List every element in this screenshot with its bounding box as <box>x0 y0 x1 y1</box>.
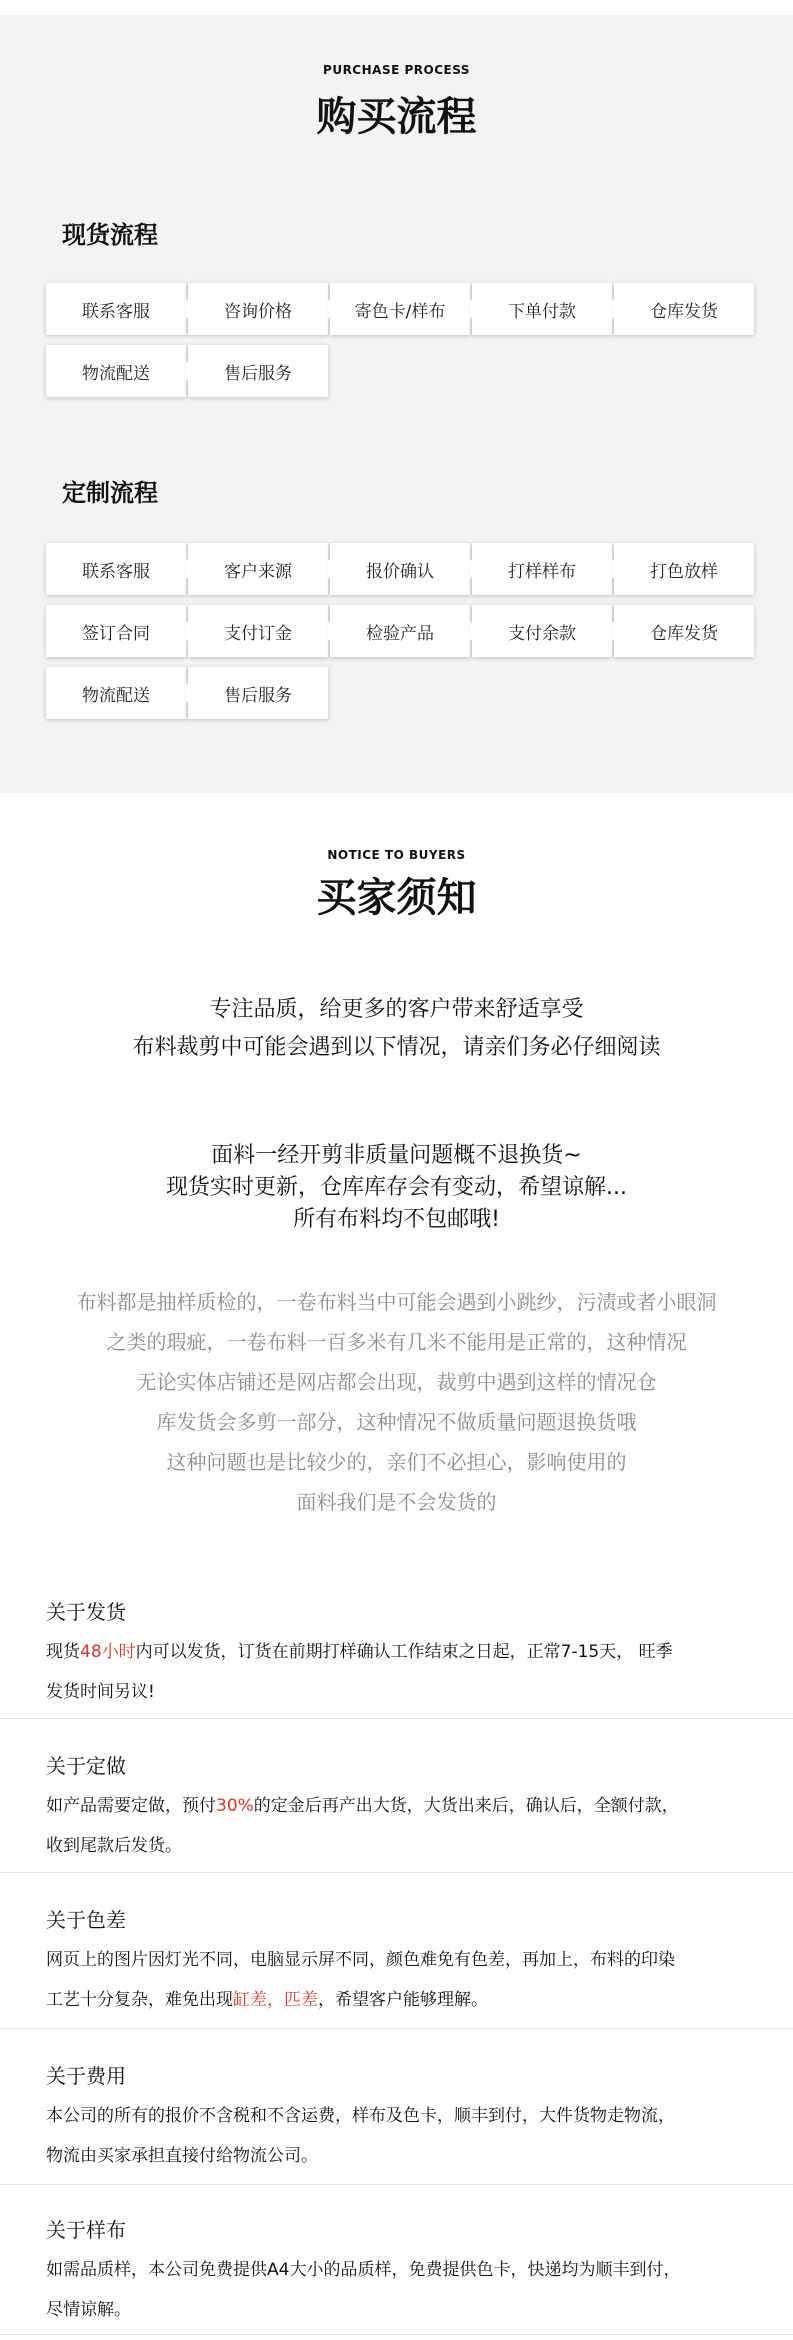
text-segment: 内可以发货，订货在前期打样确认工作结束之日起，正常7-15天， 旺季 <box>135 1642 673 1662</box>
step-label: 支付订金 <box>224 623 292 644</box>
notice-detail-line: 面料我们是不会发货的 <box>296 1490 497 1514</box>
faq-divider <box>0 2028 793 2029</box>
flow-step <box>46 605 186 657</box>
faq-title-color: 关于色差 <box>46 1908 126 1932</box>
faq-title-fees: 关于费用 <box>46 2064 126 2088</box>
step-label: 客户来源 <box>224 561 292 582</box>
step-label: 下单付款 <box>508 301 576 322</box>
notice-intro-line: 布料裁剪中可能会遇到以下情况，请亲们务必仔细阅读 <box>132 1035 661 1060</box>
flow-step <box>614 283 754 335</box>
chevron-right-icon <box>470 559 480 579</box>
step-label: 联系客服 <box>82 301 150 322</box>
notice-detail-line: 无论实体店铺还是网店都会出现，裁剪中遇到这样的情况仓 <box>136 1370 657 1394</box>
flow-step <box>188 283 328 335</box>
faq-body-line: 本公司的所有的报价不含税和不含运费，样布及色卡，顺丰到付，大件货物走物流， <box>46 2106 675 2126</box>
text-segment: ，希望客户能够理解。 <box>318 1990 488 2010</box>
step-label: 仓库发货 <box>650 301 718 322</box>
notice-eyebrow: NOTICE TO BUYERS <box>327 848 466 862</box>
flow-step <box>472 605 612 657</box>
step-label: 打色放样 <box>650 561 718 582</box>
custom-flow-title: 定制流程 <box>62 479 158 507</box>
notice-detail-line: 这种问题也是比较少的，亲们不必担心，影响使用的 <box>166 1450 627 1474</box>
step-label: 报价确认 <box>366 561 434 582</box>
chevron-right-icon <box>470 299 480 319</box>
highlight-text: 48小时 <box>80 1642 136 1662</box>
text-segment: 如产品需要定做，预付 <box>46 1796 216 1816</box>
flow-step <box>472 543 612 595</box>
faq-divider <box>0 1872 793 1873</box>
faq-body-line: 发货时间另议! <box>46 1682 155 1702</box>
step-label: 售后服务 <box>224 685 292 706</box>
flow-step <box>472 283 612 335</box>
faq-body-line <box>46 1632 771 1672</box>
chevron-right-icon <box>186 559 196 579</box>
step-label: 咨询价格 <box>224 301 292 322</box>
chevron-right-icon <box>186 299 196 319</box>
faq-divider <box>0 1718 793 1719</box>
faq-body-line: 物流由买家承担直接付给物流公司。 <box>46 2146 318 2166</box>
faq-body-line: 尽情谅解。 <box>46 2300 131 2320</box>
highlight-text: 30% <box>216 1796 254 1816</box>
stock-flow-title: 现货流程 <box>62 221 158 249</box>
step-label: 物流配送 <box>82 363 150 384</box>
faq-body-line: 如需品质样，本公司免费提供A4大小的品质样，免费提供色卡，快递均为顺丰到付， <box>46 2260 681 2280</box>
text-segment: 的定金后再产出大货，大货出来后，确认后，全额付款， <box>253 1796 679 1816</box>
notice-detail-line: 之类的瑕疵，一卷布料一百多米有几米不能用是正常的，这种情况 <box>106 1330 687 1354</box>
chevron-right-icon <box>186 361 196 381</box>
chevron-right-icon <box>328 299 338 319</box>
top-spacer <box>0 0 793 15</box>
flow-step <box>188 605 328 657</box>
chevron-right-icon <box>612 559 622 579</box>
chevron-right-icon <box>186 683 196 703</box>
step-label: 寄色卡/样布 <box>354 301 446 322</box>
chevron-right-icon <box>612 621 622 641</box>
notice-detail-line: 库发货会多剪一部分，这种情况不做质量问题退换货哦 <box>156 1410 637 1434</box>
notice-intro-line: 专注品质，给更多的客户带来舒适享受 <box>209 997 584 1022</box>
step-label: 签订合同 <box>82 623 150 644</box>
faq-body-line <box>46 1786 771 1826</box>
chevron-right-icon <box>328 559 338 579</box>
flow-step <box>46 283 186 335</box>
chevron-right-icon <box>612 299 622 319</box>
chevron-right-icon <box>470 621 480 641</box>
faq-title-samples: 关于样布 <box>46 2218 126 2242</box>
flow-step <box>188 543 328 595</box>
flow-step <box>330 283 470 335</box>
flow-step <box>46 543 186 595</box>
flow-step <box>614 605 754 657</box>
text-segment: 现货 <box>46 1642 80 1662</box>
step-label: 支付余款 <box>508 623 576 644</box>
notice-warning-line: 面料一经开剪非质量问题概不退换货~ <box>211 1143 582 1168</box>
highlight-text: 缸差，匹差 <box>233 1990 318 2010</box>
flow-step <box>330 543 470 595</box>
faq-body-line: 网页上的图片因灯光不同，电脑显示屏不同，颜色难免有色差，再加上，布料的印染 <box>46 1950 675 1970</box>
process-eyebrow: PURCHASE PROCESS <box>323 63 470 77</box>
step-label: 物流配送 <box>82 685 150 706</box>
step-label: 打样样布 <box>508 561 576 582</box>
notice-warning-line: 所有布料均不包邮哦! <box>293 1207 500 1232</box>
step-label: 联系客服 <box>82 561 150 582</box>
notice-warning-line: 现货实时更新，仓库库存会有变动，希望谅解... <box>166 1175 627 1200</box>
faq-title-shipping: 关于发货 <box>46 1600 126 1624</box>
flow-step <box>46 667 186 719</box>
faq-title-custom: 关于定做 <box>46 1754 126 1778</box>
chevron-right-icon <box>328 621 338 641</box>
purchase-process-section <box>0 15 793 793</box>
flow-step <box>46 345 186 397</box>
step-label: 检验产品 <box>366 623 434 644</box>
notice-detail-line: 布料都是抽样质检的，一卷布料当中可能会遇到小跳纱，污渍或者小眼洞 <box>76 1290 717 1314</box>
notice-title: 买家须知 <box>316 874 477 921</box>
text-segment: 工艺十分复杂，难免出现 <box>46 1990 233 2010</box>
faq-divider <box>0 2184 793 2185</box>
step-label: 售后服务 <box>224 363 292 384</box>
flow-step <box>614 543 754 595</box>
process-title: 购买流程 <box>316 93 477 140</box>
flow-step <box>188 345 328 397</box>
flow-step <box>330 605 470 657</box>
flow-step <box>188 667 328 719</box>
step-label: 仓库发货 <box>650 623 718 644</box>
faq-body-line <box>46 1980 771 2020</box>
faq-body-line: 收到尾款后发货。 <box>46 1836 182 1856</box>
faq-divider <box>0 2334 793 2335</box>
chevron-right-icon <box>186 621 196 641</box>
